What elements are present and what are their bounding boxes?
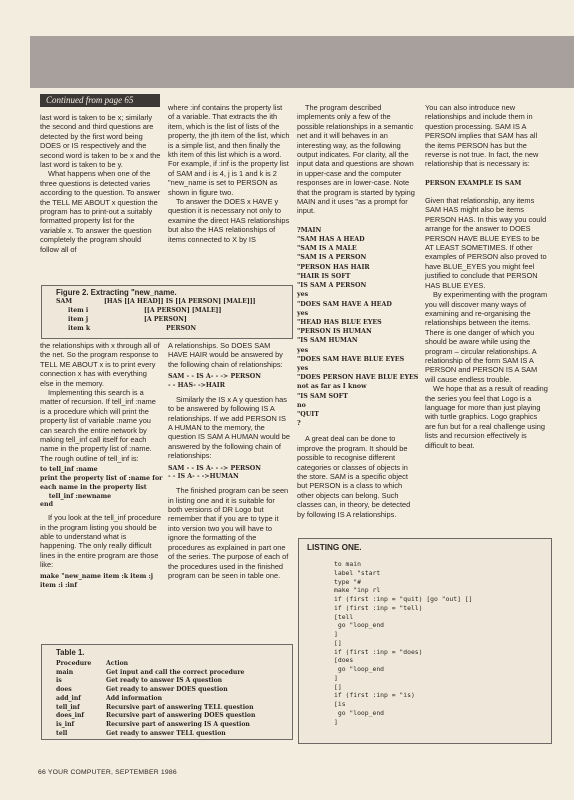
table-cell-procedure: tell_inf [56,703,80,711]
listing-line: if (first :inp = "does) [334,647,423,656]
listing-line: to main [334,560,361,568]
paragraph: Given that relationship, any items SAM HAS might also be items PERSON HAS. In this way you could arrange for the answer to DOES PERSON HAVE BLUE EYES to be AT LEAST SOMETIMES. If other examples of PERSON also proved to have BLUE_EYES you might feel justified to conclude that PERSON HAS BLUE EYES. [425,196,547,290]
table-cell-procedure: is [56,677,62,685]
table-row [56,730,278,739]
table-row [56,704,278,713]
paragraph: last word is taken to be x; similarly the second and third questions are detected by the first word being DOES or IS respectively and the second word is taken to be x and the last word is taken to be y. [40,113,161,170]
column-4-text [425,103,549,450]
figure-row-value: PERSON [166,325,197,332]
chain-line: - - IS A- - ->HUMAN [168,473,239,481]
transcript-line: ?MAIN [297,226,322,234]
code-line: print the property list of :name for [40,475,163,483]
transcript-line: "IS SAM SOFT [297,392,348,400]
code-block [40,573,161,591]
transcript-line: "DOES SAM HAVE BLUE EYES [297,355,405,363]
transcript-line: "HEAD HAS BLUE EYES [297,318,382,326]
relationship-chain [168,465,290,483]
listing-one-code [307,560,543,726]
table-cell-procedure: tell [56,729,68,737]
paragraph: You can also introduce new relationships and include them in question processing. SAM IS A PERSON implies that SAM has all the items PERSON has but the reverse is not true. In fact, the new relationship that is necessary is: [425,103,539,169]
paragraph: If you look at the tell_inf procedure in the program listing you should be able to understand what is happening. The only really difficult lines in the entire program are those like: [40,513,161,570]
table-1-box [41,644,293,740]
code-line: item :i :inf [40,581,78,589]
page-footer: 66 YOUR COMPUTER, SEPTEMBER 1986 [38,769,177,776]
paragraph: A relationships. So DOES SAM HAVE HAIR would be answered by the following chain of relationships: [168,341,283,369]
paragraph: The program described implements only a few of the possible relationships in a semantic net and it will behaves in an interesting way, as the following output indicates. For clarity, all the input data and questions are shown in upper-case and the computer responses are in lower-case. Note that the program is started by typing MAIN and it uses "as a prompt for input. [297,103,415,216]
listing-line: go "loop_end [334,708,385,717]
transcript-line: no [297,401,306,409]
listing-line: if (first :inp = "quit) [go "out] [] [334,595,473,603]
chain-line: SAM - - IS A- - -> PERSON [168,373,262,381]
table-cell-action: Recursive part of answering TELL question [106,703,254,711]
transcript-line: "SAM IS A MALE [297,245,357,253]
code-line: tell_inf :newname [40,492,112,500]
table-cell-action: Add information [106,694,163,702]
figure-2-box [41,285,293,339]
transcript-line: "SAM HAS A HEAD [297,236,365,244]
figure-2-rows [56,297,278,333]
chain-line: SAM - - IS A- - -> PERSON [168,464,262,472]
table-1-rows [56,669,278,739]
table-cell-procedure: is_inf [56,720,75,728]
transcript-line: "QUIT [297,410,319,418]
listing-line: ] [334,630,338,638]
column-2-middle-text [168,341,290,580]
listing-line: go "loop_end [334,665,385,673]
listing-line: [] [334,638,342,647]
column-2-top-text [168,103,290,244]
paragraph: the relationships with x through all of the net. So the program response to TELL ME ABOUT x is to print every connection x has with everything else in the memory. [40,341,160,388]
transcript-line: "DOES PERSON HAVE BLUE EYES [297,374,419,382]
code-line: make "new_name item :k item :j [40,572,154,580]
program-transcript [297,226,418,428]
listing-line: [does [334,656,354,665]
listing-line: [tell [334,612,354,621]
table-cell-action: Get ready to answer IS A question [106,677,223,685]
column-1-top-text [40,113,161,254]
paragraph: To answer the DOES x HAVE y question it is necessary not only to examine the direct HAS relationships but also the HAS relationships of items connected to X by IS [168,197,290,244]
figure-row [56,306,278,315]
table-cell-action: Get input and call the correct procedure [106,668,245,676]
table-header-procedure: Procedure [56,660,92,667]
continued-banner: Continued from page 65 [40,94,160,107]
figure-row-label: item j [68,316,89,323]
transcript-line: yes [297,346,309,354]
listing-line: ] [334,717,338,726]
figure-row [56,297,278,306]
listing-line: label "start [334,568,381,577]
paragraph: We hope that as a result of reading the series you feel that Logo is a language for more than just playing with turtle graphics. Logo graphics are fun but for a real challenge using lists and recursion effectively is difficult to beat. [425,384,548,450]
listing-lines [334,560,543,726]
listing-line: if (first :inp = "tell) [334,603,423,612]
table-row [56,669,278,678]
listing-one-title: LISTING ONE. [307,543,362,552]
transcript-line: not as far as I know [297,383,367,391]
table-cell-procedure: add_inf [56,694,81,702]
relationship-chain [168,373,290,391]
transcript-line: ? [297,420,301,428]
listing-line: go "loop_end [334,621,385,630]
paragraph: By experimenting with the program you will discover many ways of examining and re-organising the relationships between the items. There is one danger of which you should be aware while using the program – circular relationships. A relationship of the form SAM IS A PERSON and PERSON IS A SAM will cause endless trouble. [425,290,548,384]
code-line: each name in the property list [40,483,147,491]
table-row [56,686,278,695]
listing-line: [] [334,682,342,691]
figure-row-label: item i [68,307,89,314]
listing-line: ] [334,673,338,682]
code-line: to tell_inf :name [40,466,98,474]
transcript-line: "IS SAM HUMAN [297,337,358,345]
transcript-line: "IS SAM A PERSON [297,282,367,290]
table-row [56,721,278,730]
table-cell-action: Recursive part of answering DOES question [106,712,256,720]
code-block [40,466,161,510]
transcript-line: yes [297,364,309,372]
table-header-row [56,660,278,669]
listing-line: [is [334,700,346,708]
figure-row [56,324,278,333]
listing-one-box [298,538,552,744]
transcript-line: yes [297,291,309,299]
figure-row-value: [HAS [[A HEAD]] IS [[A PERSON] [MALE]]] [104,298,256,305]
figure-row-value: [[A PERSON] [MALE]] [144,307,222,314]
figure-row [56,315,278,324]
table-cell-action: Get ready to answer TELL question [106,729,226,737]
column-3-text [297,103,418,519]
table-row [56,695,278,704]
table-cell-action: Recursive part of answering IS A question [106,720,250,728]
column-1-middle-text [40,341,161,593]
table-1-title: Table 1. [56,648,85,657]
paragraph: What happens when one of the three questions is detected varies according to the question. To answer the TELL ME ABOUT x question the program has to print-out a suitably formatted property list for the variable x. To answer the question completely the program should follow all of [40,169,161,254]
example-command: PERSON EXAMPLE IS SAM [425,179,522,187]
table-row [56,712,278,721]
transcript-line: "DOES SAM HAVE A HEAD [297,300,392,308]
transcript-line: "SAM IS A PERSON [297,254,367,262]
code-line: end [40,501,53,509]
figure-row-label: SAM [56,298,73,305]
paragraph: Similarly the IS x A y question has to be answered by following IS A relationships. If we add PERSON IS A HUMAN to the memory, the question IS SAM A HUMAN would be answered by the following chain of relationships: [168,394,291,461]
chain-line: - - HAS- ->HAIR [168,382,225,390]
paragraph: The finished program can be seen in listing one and it is suitable for both versions of DR Logo but remember that if you are to type it into version two you will have to ignore the formatting of the procedures as explained in part one of the series. The purpose of each of the procedures used in the finished program can be seen in table one. [168,486,289,580]
listing-line: make "inp rl [334,586,381,595]
transcript-line: "PERSON IS HUMAN [297,328,372,336]
table-cell-procedure: does_inf [56,712,85,720]
table-cell-procedure: does [56,686,72,694]
table-cell-action: Get ready to answer DOES question [106,686,228,694]
listing-line: type "# [334,577,361,586]
transcript-line: "PERSON HAS HAIR [297,263,370,271]
table-cell-procedure: main [56,668,74,676]
listing-line: if (first :inp = "is) [334,691,415,700]
transcript-line: "HAIR IS SOFT [297,272,351,280]
paragraph: Implementing this search is a matter of recursion. If tell_inf :name is a procedure which will print the property list of variable :name you can search the entire network by making tell_inf call itself for each name in the property list of :name. The rough outline of tell_inf is: [40,388,156,463]
paragraph: A great deal can be done to improve the program. It should be possible to recognise different categories or classes of objects in the store. SAM is a specific object but PERSON is a class to which other objects can belong. Such classes can, in theory, be detected by following IS A relationships. [297,434,411,519]
table-row [56,677,278,686]
figure-row-label: item k [68,325,91,332]
transcript-line: yes [297,309,309,317]
figure-row-value: [A PERSON] [144,316,187,323]
table-header-action: Action [106,660,129,667]
paragraph: where :inf contains the property list of a variable. That extracts the ith item, which is the list of lists of the property, the jth item of the list, which is a simple list, and then finally the kth item of this list which is a word. For example, if :inf is the property list of SAM and i is 4, j is 1 and k is 2 "new_name is set to PERSON as shown in figure two. [168,103,290,197]
header-band [30,36,574,88]
figure-2-title: Figure 2. Extracting "new_name. [56,288,177,297]
